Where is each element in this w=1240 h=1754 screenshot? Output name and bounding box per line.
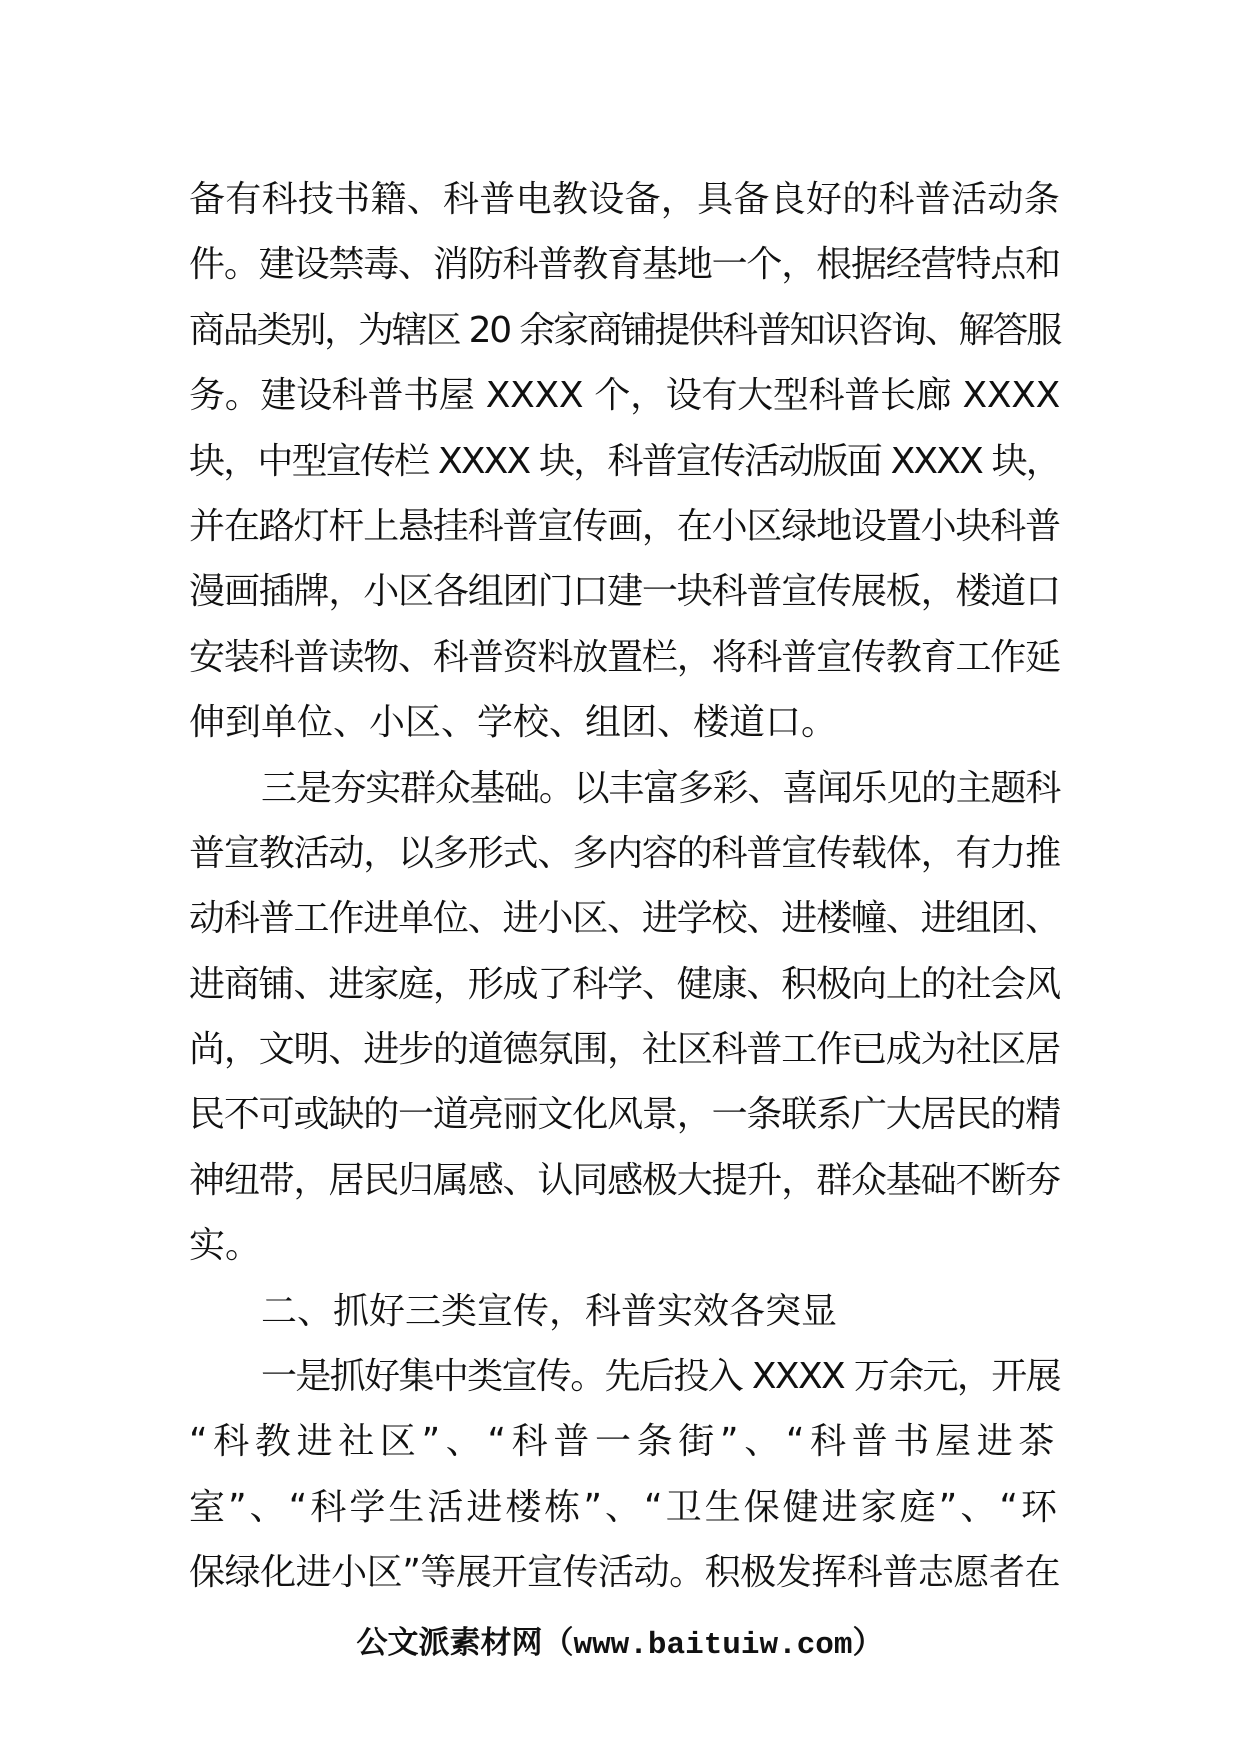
text-line bbox=[189, 1540, 1060, 1605]
line-text: 一是抓好集中类宣传。先后投入 XXXX 万余元，开展 bbox=[261, 1356, 1060, 1398]
text-line bbox=[189, 1279, 1060, 1344]
line-text: 神纽带，居民归属感、认同感极大提升，群众基础不断夯 bbox=[189, 1159, 1060, 1201]
line-text: 安装科普读物、科普资料放置栏，将科普宣传教育工作延 bbox=[189, 636, 1060, 678]
line-text: 保绿化进小区”等展开宣传活动。积极发挥科普志愿者在 bbox=[189, 1552, 1060, 1594]
text-line bbox=[189, 1213, 1060, 1278]
paragraph bbox=[189, 167, 1060, 756]
line-text: 动科普工作进单位、进小区、进学校、进楼幢、进组团、 bbox=[189, 898, 1060, 940]
paragraph bbox=[189, 756, 1060, 1279]
text-line bbox=[189, 821, 1060, 886]
text-line bbox=[189, 363, 1060, 428]
line-text: 块，中型宣传栏 XXXX 块，科普宣传活动版面 XXXX 块， bbox=[189, 440, 1060, 482]
line-text: 实。 bbox=[189, 1225, 262, 1267]
text-line bbox=[189, 952, 1060, 1017]
text-line bbox=[189, 690, 1060, 755]
line-text: 三是夯实群众基础。以丰富多彩、喜闻乐见的主题科 bbox=[261, 767, 1060, 809]
line-text: “科教进社区”、“科普一条街”、“科普书屋进茶 bbox=[189, 1421, 1060, 1463]
footer-watermark: 公文派素材网（www.baituiw.com） bbox=[356, 1628, 884, 1663]
text-line bbox=[189, 1475, 1060, 1540]
line-text: 件。建设禁毒、消防科普教育基地一个，根据经营特点和 bbox=[189, 244, 1060, 286]
text-line bbox=[189, 1409, 1060, 1474]
line-text: 伸到单位、小区、学校、组团、楼道口。 bbox=[189, 702, 838, 744]
text-line bbox=[189, 1082, 1060, 1147]
line-text: 务。建设科普书屋 XXXX 个，设有大型科普长廊 XXXX bbox=[189, 375, 1060, 417]
line-text: 民不可或缺的一道亮丽文化风景，一条联系广大居民的精 bbox=[189, 1094, 1060, 1136]
line-text: 商品类别，为辖区 20 余家商铺提供科普知识咨询、解答服 bbox=[189, 309, 1060, 351]
text-line bbox=[189, 1148, 1060, 1213]
text-line bbox=[189, 559, 1060, 624]
text-line bbox=[189, 886, 1060, 951]
text-line bbox=[189, 1017, 1060, 1082]
text-line bbox=[189, 298, 1060, 363]
line-text: 进商铺、进家庭，形成了科学、健康、积极向上的社会风 bbox=[189, 963, 1060, 1005]
line-text: 普宣教活动，以多形式、多内容的科普宣传载体，有力推 bbox=[189, 832, 1060, 874]
line-text: 尚，文明、进步的道德氛围，社区科普工作已成为社区居 bbox=[189, 1029, 1060, 1071]
line-text: 二、抓好三类宣传，科普实效各突显 bbox=[261, 1290, 838, 1332]
section-heading bbox=[189, 1279, 1060, 1344]
text-line bbox=[189, 494, 1060, 559]
text-line bbox=[189, 232, 1060, 297]
line-text: 并在路灯杆上悬挂科普宣传画，在小区绿地设置小块科普 bbox=[189, 505, 1060, 547]
paragraph bbox=[189, 1344, 1060, 1606]
text-line bbox=[189, 167, 1060, 232]
body-text bbox=[189, 167, 1060, 1606]
line-text: 备有科技书籍、科普电教设备，具备良好的科普活动条 bbox=[189, 179, 1060, 220]
text-line bbox=[189, 429, 1060, 494]
text-line bbox=[189, 625, 1060, 690]
text-line bbox=[189, 756, 1060, 821]
line-text: 漫画插牌，小区各组团门口建一块科普宣传展板，楼道口 bbox=[189, 571, 1060, 613]
text-line bbox=[189, 1344, 1060, 1409]
line-text: 室”、“科学生活进楼栋”、“卫生保健进家庭”、“环 bbox=[189, 1486, 1060, 1528]
